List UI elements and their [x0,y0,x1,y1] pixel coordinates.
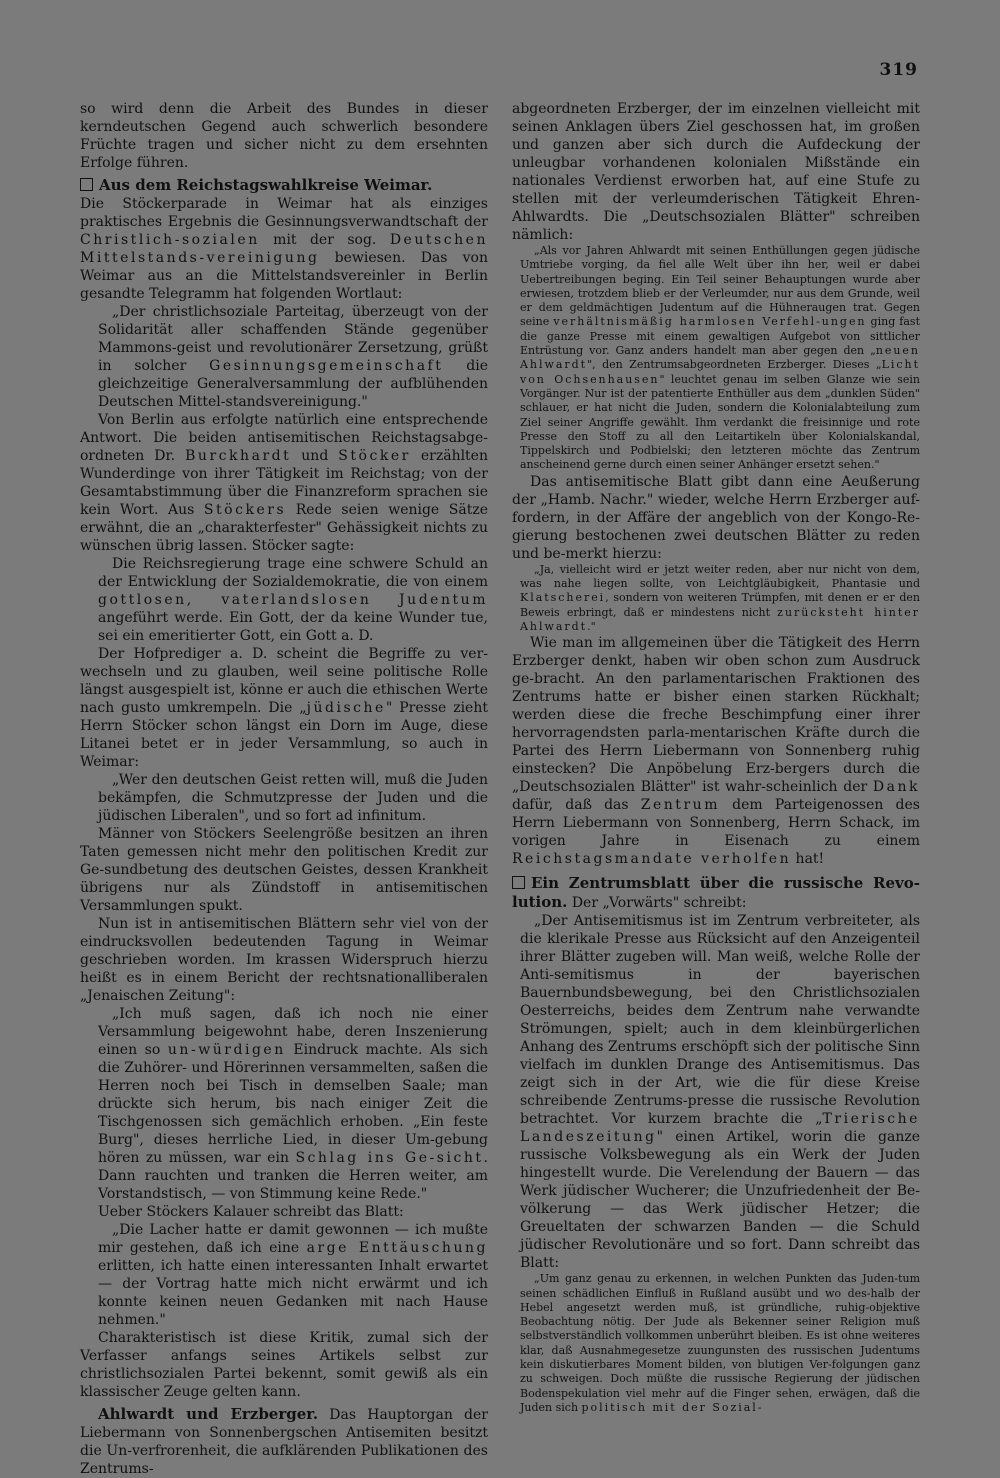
spaced-text: Reichstagsmandate verholfen [512,851,792,868]
spaced-text: gottlosen, vaterlandslosen Judentum [98,592,488,608]
paragraph-kalauer: Ueber Stöckers Kalauer schreibt das Blatt: [98,1204,404,1220]
text: Von Berlin aus erfolgte natürlich eine entsprechende Antwort. Die beiden antisemitischen Reichstagsabge-ordneten Dr. [80,412,488,464]
text: angeführt werde. Ein Gott, der da keine Wunder tue, sei ein emeritierter Gott, ein Gott a. D. [98,610,488,644]
quote-telegram-text [98,303,488,411]
text: „Ich muß sagen, daß ich noch nie einer Versammlung beigewohnt habe, deren Inszenierung einen so [98,1006,488,1058]
paragraph-hofprediger [80,645,488,771]
paragraph-intro: so wird denn die Arbeit des Bundes in dieser kerndeutschen Gegend auch schwerlich besondere Früchte tragen und sicher nicht zu dem ersehnten Erfolge führen. [80,101,488,171]
quote-lacher-text [98,1221,488,1329]
quote-stoecker [80,555,488,645]
text: dem Parteigenossen des Herrn Liebermann von Sonnenberg, Herrn Schack, im vorigen Jahre in Eisenach zu einem [512,797,920,850]
text: „Der christlichsoziale Parteitag, überzeugt von der Solidarität aller schaffenden Stände gegenüber Mammons-geist und revolutionärer Zersetzung, grüßt in solcher [98,304,488,374]
paragraph-continuation: abgeordneten Erzberger, der im einzelnen vielleicht mit seinen Anklagen übers Ziel geschossen hat, im großen und ganzen aber sich durch die Aufdeckung der unleugbar vorhandenen kolonialen Mißstände ein nationales Verdienst erworben hat, auf eine Stufe zu stellen mit der verleumderischen Tätigkeit Ehren-Ahlwardts. Die „Deutschsozialen Blätter" schreiben nämlich: [512,101,920,243]
box-marker-icon [512,876,525,889]
text: „Ja, vielleicht wird er jetzt weiter reden, aber nur nicht von dem, was nahe liegen sollte, von Leichtgläubigkeit, Phantasie und [520,562,920,591]
quote-geist [80,771,488,825]
heading-ahlwardt: Ahlwardt und Erzberger. [98,1405,319,1423]
text: Das Hauptorgan der Liebermann von Sonnenbergschen Antisemiten besitzt die Un-verfrorenheit, die aufklärenden Publikationen des Zentrums- [80,1407,488,1477]
paragraph-weimar [80,195,488,303]
text: " leuchtet genau im selben Glanze wie sein Vorgänger. Nur ist der patentierte Enthüller aus dem „dunklen Süden" schlauer, er hat nicht die Juden, sondern die Kolonialabteilung zum Ziel seiner Angriffe gewählt. Ihm verdankt die freisinnige und rote Presse den Stoff zu all den Leitartikeln über Kolonialskandal, Tippelskirch und Podbielski; den letzteren möchte das Zentrum anscheinend gerne durch einen seiner Anhänger ersetzt sehen." [520,372,920,472]
text: Der „Vorwärts" schreibt: [567,895,747,912]
heading-zentrum: Ein Zentrumsblatt über die russische Revo-lution. [512,874,920,912]
quote-jena [80,1005,488,1203]
paragraph-berlin [80,411,488,555]
spaced-text: Burckhardt [185,448,292,464]
text: " einen Artikel, worin die ganze russische Volksbewegung als ein Werk der Juden hingestellt wurde. Die Verelendung der Bauern — das Werk jüdischer Wucherer; die Unzufriedenheit der Be-völkerung — das Werk jüdischer Hetzer; die Greueltaten der schwarzen Banden — die Schuld jüdischer Revolutionäre und so fort. Dann schreibt das Blatt: [520,1129,920,1272]
paragraph-nun: Nun ist in antisemitischen Blättern sehr viel von der eindrucksvollen bedeutenden Tagung in Weimar geschrieben worden. Im krassen Widerspruch hierzu heißt es in einem Bericht der rechtsnationalliberalen „Jenaischen Zeitung": [80,916,488,1004]
spaced-text: verhältnismäßig harmlosen Verfehl-ungen [553,315,867,329]
text: Eindruck machte. Als sich die Zuhörer- und Hörerinnen versammelten, saßen die Herren noch bei Tisch in demselben Saale; man drückte sich herum, bis nach einiger Zeit die Tischgenossen sich gemächlich erhoben. „Ein feste Burg", dieses herrliche Lied, in dieser Um-gebung hören zu müssen, war ein [98,1042,488,1166]
right-column [512,100,920,1415]
page-number: 319 [879,60,918,80]
text: hat! [791,851,825,868]
quote-vorwaerts-text [520,912,920,1272]
quote-genau [512,1272,920,1415]
quote-ja [512,563,920,634]
text: dafür, daß das [512,797,641,814]
spaced-text: neuen Ahlwardt [520,344,920,372]
text: „Als vor Jahren Ahlwardt mit seinen Enthüllungen gegen jüdische Umtriebe vorging, da fiel alle Welt über ihn her, weil er dabei Uebertreibungen beging. Ein Teil seiner Behauptungen wurde aber erwiesen, trotzdem blieb er der Verleumder, nur aus dem Grunde, weil er dem geldmächtigen Judentum auf die Hühneraugen trat. Gegen seine [520,244,920,329]
spaced-text: Gesinnungsgemeinschaft [209,358,444,374]
text: erzählten Wunderdinge von ihrer Tätigkeit im Reichstag; von der Gesamtabstimmung über die Finanzreform sprachen sie kein Wort. Aus [80,448,488,518]
paragraph-zentrum [512,874,920,912]
spaced-text: Schlag ins Ge-sicht [295,1150,484,1166]
left-column [80,100,488,1478]
quote-ja-text [520,563,920,634]
text: ", den Zentrumsabgeordneten Erzberger. Dieses „ [587,358,882,372]
text: „Die Lacher hatte er damit gewonnen — ich mußte mir gestehen, daß ich eine [98,1222,488,1256]
text: „Um ganz genau zu erkennen, in welchen Punkten das Juden-tum seinen schädlichen Einfluß in Rußland ausübt und wo des-halb der Hebel angesetzt werden muß, ist gründliche, ruhig-objektive Beobachtung nötig. Der Jude als Bekenner seiner Religion muß selbstverständlich vollkommen unberührt bleiben. Es ist ohne weiteres klar, daß Ausnahmegesetze zuungunsten des russischen Judentums kein diskutierbares Moment bilden, von blutigen Ver-folgungen ganz zu schweigen. Doch müßte die russische Regierung der jüdischen Bodenspekulation viel mehr auf die Finger sehen, erwägen, daß die Juden sich [520,1272,920,1414]
text: Die Stöckerparade in Weimar hat als einziges praktisches Ergebnis die Gesinnungsverwandtschaft der [80,196,488,230]
text: und [291,448,339,464]
text: Die Reichsregierung trage eine schwere Schuld an der Entwicklung der Sozialdemokratie, die von einem [98,556,488,590]
quote-genau-text [520,1272,920,1415]
text: Wie man im allgemeinen über die Tätigkeit des Herrn Erzberger denkt, haben wir oben schon zum Ausdruck ge-bracht. An den parlamentarischen Fraktionen des Zentrums hatte er bisher einen starken Rückhalt; werden diese die freche Beschimpfung einer ihrer hervorragendsten parla-mentarischen Kräfte durch die Partei des Herrn Liebermann von Sonnenberg ruhig einstecken? Die Anpöbelung Erz-bergers durch die „Deutschsozialen Blätter" ist wahr-scheinlich der [512,635,920,796]
heading-weimar: Aus dem Reichstagswahlkreise Weimar. [99,176,433,194]
spaced-text: Dank [872,779,920,796]
quote-jena-text [98,1005,488,1203]
text: mit der sog. [259,232,390,248]
text: " Presse zieht Herrn Stöcker schon längst ein Dorn im Auge, diese Litanei betet er in jeder Versammlung, so auch in Weimar: [80,700,488,770]
box-marker-icon [80,178,93,191]
spaced-text: arge Enttäuschung [306,1240,489,1256]
quote-stoecker-text [98,555,488,645]
quote-ahlwardt [512,244,920,473]
text: , sondern von weiteren Trümpfen, mit denen er er den Beweis erbringt, daß er mindestens nicht [520,591,920,619]
quote-telegram [80,303,488,411]
text: bewiesen. Das von Weimar aus an die Mittelstandsvereinler in Berlin gesandte Telegramm hat folgenden Wortlaut: [80,250,488,302]
quote-ahlwardt-text [520,244,920,473]
spaced-text: politisch mit der Sozial- [581,1400,764,1414]
paragraph-maenner: Männer von Stöckers Seelengröße besitzen an ihren Taten gemessen nicht mehr den politischen Kredit zur Ge-sundbetung des deutschen Geistes, dessen Krankheit übrigens nur als Zündstoff in antisemitischen Versammlungen spukt. [80,826,488,914]
text: Der Hofprediger a. D. scheint die Begriffe zu ver-wechseln und zu glauben, weil seine politische Rolle längst ausgespielt ist, könne er auch die ethischen Werte nach gusto umkrempeln. Die „ [80,646,488,716]
quote-geist-text: „Wer den deutschen Geist retten will, muß die Juden bekämpfen, die Schmutzpresse der Juden und die jüdischen Liberalen", und so fort ad infinitum. [98,772,488,824]
paragraph-wie [512,634,920,868]
spaced-text: Zentrum [640,797,720,814]
text: ." [587,619,596,633]
paragraph-ahlwardt [80,1405,488,1478]
spaced-text: Deutschen Mittelstands-vereinigung [80,232,488,266]
quote-vorwaerts [512,912,920,1272]
spaced-text: Stöcker [338,448,411,464]
text: „Der Antisemitismus ist im Zentrum verbreiteter, als die klerikale Presse aus Rücksicht auf den Anzeigenteil ihrer Blätter zugeben will. Man weiß, welche Rolle der Anti-semitismus in der bayerischen Bauernbundsbewegung, bei den Christlichsozialen Oesterreichs, beides dem Zentrum nahe verwandte Strömungen, spielt; auch in dem kleinbürgerlichen Anhang des Zentrums erschöpft sich der politische Sinn vielfach im dunklen Drange des Antisemitismus. Das zeigt sich in der Art, wie die für diese Kreise schreibende Zentrums-presse die russische Revolution betrachtet. Vor kurzem brachte die „ [520,913,920,1128]
spaced-text: Klatscherei [520,591,606,605]
spaced-text: Trierische Landeszeitung [520,1111,920,1146]
paragraph-charakteristisch: Charakteristisch ist diese Kritik, zumal sich der Verfasser anfangs seines Artikels selbst zur christlichsozialen Partei bekennt, somit gewiß als ein klassischer Zeuge gelten kann. [80,1330,488,1400]
section-heading-weimar [80,176,488,195]
spaced-text: un-würdigen [167,1042,286,1058]
spaced-text: zurücksteht hinter Ahlwardt [520,605,920,633]
spaced-text: Christlich-sozialen [80,232,260,248]
spaced-text: Stöckers [203,502,287,518]
text: . Dann rauchten und tranken die Herren weiter, am Vorstandstisch, — von Stimmung keine Rede." [98,1150,488,1202]
text: Rede seien wenige Sätze erwähnt, die an „charakterfester" Gehässigkeit nichts zu wünschen übrig lassen. Stöcker sagte: [80,502,489,554]
spaced-text: Licht von Ochsenhausen [520,358,920,386]
text: erlitten, ich hatte einen interessanten Inhalt erwartet — der Vortrag hatte mich nicht erwärmt und ich konnte keinen neuen Gedanken mit nach Hause nehmen." [98,1258,488,1328]
text: ging fast die ganze Presse mit einem gewaltigen Aufgebot von sittlicher Entrüstung vor. Ganz anders handelt man aber gegen den „ [520,315,920,358]
text: die gleichzeitige Generalversammlung der aufblühenden Deutschen Mittel-standsvereinigung." [98,358,488,410]
quote-lacher [80,1221,488,1329]
paragraph-blatt: Das antisemitische Blatt gibt dann eine Aeußerung der „Hamb. Nachr." wieder, welche Herrn Erzberger auf-fordern, in der Affäre der angeblich von der Kongo-Re-gierung bestochenen zwei deutschen Blätter zu reden und be-merkt hierzu: [512,473,920,562]
spaced-text: jüdische [306,700,386,716]
